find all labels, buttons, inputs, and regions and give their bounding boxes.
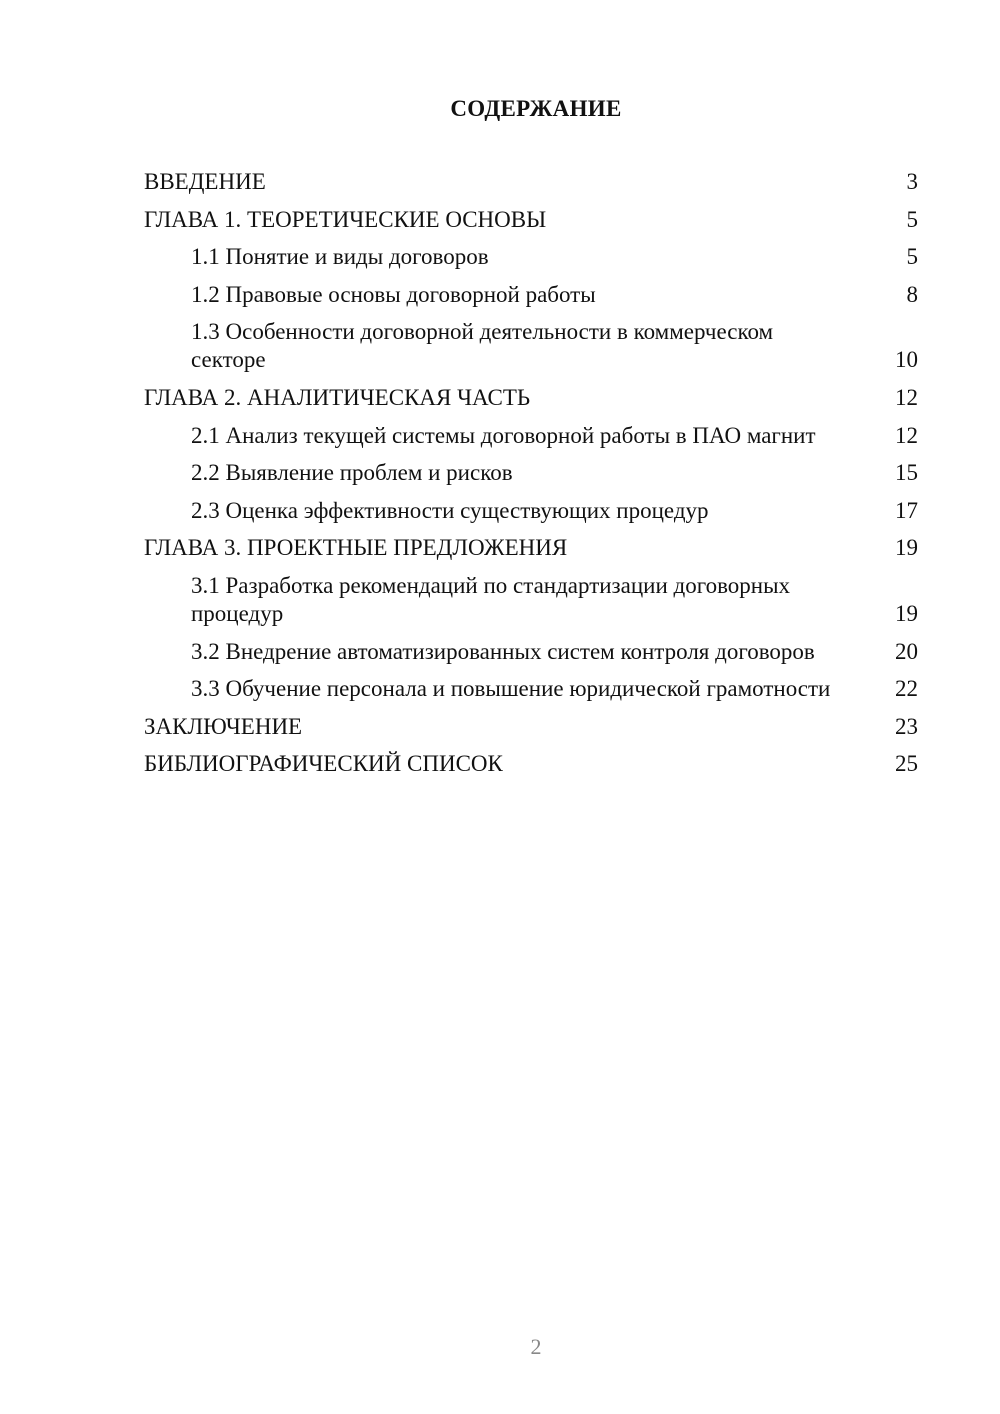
toc-entry-page: 10 xyxy=(895,347,918,373)
toc-entry-title: 1.3 Особенности договорной деятельности в коммерческом секторе xyxy=(191,319,774,373)
toc-entry-title: 2.2 Выявление проблем и рисков xyxy=(191,460,513,486)
toc-entry-page: 5 xyxy=(906,206,918,232)
toc-entry-title: ГЛАВА 1. ТЕОРЕТИЧЕСКИЕ ОСНОВЫ xyxy=(144,206,547,232)
toc-entry-page: 23 xyxy=(895,713,918,739)
toc-entry-title: 1.2 Правовые основы договорной работы xyxy=(191,281,596,307)
toc-entry-page: 25 xyxy=(895,751,918,777)
toc-entry-page: 12 xyxy=(895,422,918,448)
toc-entry-title: ВВЕДЕНИЕ xyxy=(144,169,266,194)
toc-entry-page: 3 xyxy=(906,169,918,194)
toc-entry-section-2-1 xyxy=(144,422,918,450)
toc-entry-section-2-3 xyxy=(144,497,918,525)
toc-entry-page: 5 xyxy=(906,244,918,270)
toc-entry-page: 17 xyxy=(895,497,918,523)
toc-entry-section-3-1 xyxy=(144,572,918,628)
toc-entry-page: 19 xyxy=(895,600,918,626)
toc-entry-title: 2.1 Анализ текущей системы договорной работы в ПАО магнит xyxy=(191,422,816,448)
table-of-contents xyxy=(144,168,918,788)
toc-entry-title: 3.3 Обучение персонала и повышение юридической грамотности xyxy=(191,676,831,702)
toc-entry-section-3-3 xyxy=(144,675,918,703)
toc-entry-section-1-3 xyxy=(144,318,918,374)
toc-entry-section-3-2 xyxy=(144,638,918,666)
toc-entry-chapter-1 xyxy=(144,206,918,234)
toc-entry-title: ГЛАВА 3. ПРОЕКТНЫЕ ПРЕДЛОЖЕНИЯ xyxy=(144,535,568,561)
toc-entry-title: ЗАКЛЮЧЕНИЕ xyxy=(144,713,303,739)
toc-entry-title: 3.2 Внедрение автоматизированных систем контроля договоров xyxy=(191,638,815,664)
toc-entry-introduction xyxy=(144,168,918,196)
toc-entry-page: 19 xyxy=(895,535,918,561)
toc-entry-section-1-1 xyxy=(144,243,918,271)
toc-entry-section-2-2 xyxy=(144,459,918,487)
toc-entry-title: 1.1 Понятие и виды договоров xyxy=(191,244,489,270)
toc-entry-title: 3.1 Разработка рекомендаций по стандартизации договорных процедур xyxy=(191,572,791,626)
toc-heading: СОДЕРЖАНИЕ xyxy=(450,96,622,121)
toc-entry-page: 8 xyxy=(906,281,918,307)
toc-entry-title: 2.3 Оценка эффективности существующих процедур xyxy=(191,497,709,523)
toc-entry-section-1-2 xyxy=(144,281,918,309)
toc-entry-page: 20 xyxy=(895,638,918,664)
page-number: 2 xyxy=(530,1334,542,1359)
toc-entry-chapter-2 xyxy=(144,384,918,412)
toc-entry-page: 12 xyxy=(895,384,918,410)
toc-entry-bibliography xyxy=(144,750,918,778)
toc-entry-title: ГЛАВА 2. АНАЛИТИЧЕСКАЯ ЧАСТЬ xyxy=(144,384,531,410)
toc-entry-page: 15 xyxy=(895,460,918,486)
toc-entry-chapter-3 xyxy=(144,534,918,562)
toc-entry-conclusion xyxy=(144,713,918,741)
toc-entry-page: 22 xyxy=(895,676,918,702)
toc-entry-title: БИБЛИОГРАФИЧЕСКИЙ СПИСОК xyxy=(144,751,503,777)
